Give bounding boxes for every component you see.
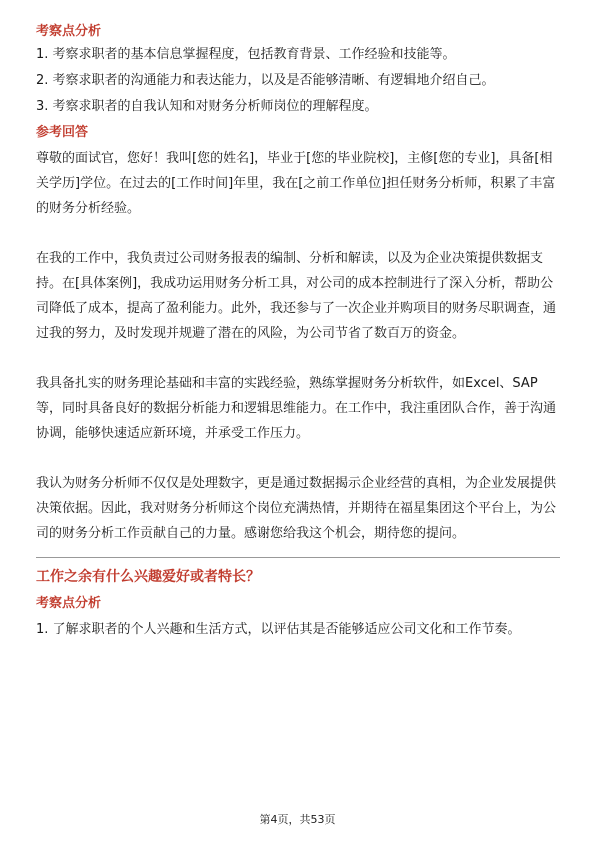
answer-paragraph-3: 我具备扎实的财务理论基础和丰富的实践经验，熟练掌握财务分析软件，如Excel、SAP等，同时具备良好的数据分析能力和逻辑思维能力。在工作中，我注重团队合作，善于沟通协调，能够快速适应新环境，并承受工作压力。	[36, 376, 557, 441]
paragraph-gap	[36, 446, 560, 471]
paragraph-gap	[36, 346, 560, 371]
answer-paragraph-2: 在我的工作中，我负责过公司财务报表的编制、分析和解读，以及为企业决策提供数据支持。在[具体案例]，我成功运用财务分析工具，对公司的成本控制进行了深入分析，帮助公司降低了成本，提高了盈利能力。此外，我还参与了一次企业并购项目的财务尽职调查，通过我的努力，及时发现并规避了潜在的风险，为公司节省了数百万的资金。	[36, 251, 557, 341]
page-content	[36, 22, 560, 642]
answer-heading: 参考回答	[36, 125, 89, 140]
question2-analysis-heading: 考察点分析	[36, 596, 102, 611]
page-number: 第4页，共53页	[259, 813, 336, 826]
question-heading: 工作之余有什么兴趣爱好或者特长？	[36, 569, 260, 585]
analysis-heading: 考察点分析	[36, 24, 102, 39]
question2-analysis-item-1: 1. 了解求职者的个人兴趣和生活方式，以评估其是否能够适应公司文化和工作节奏。	[36, 622, 521, 637]
answer-paragraph-1: 尊敬的面试官，您好！我叫[您的姓名]，毕业于[您的毕业院校]，主修[您的专业]，具备[相关学历]学位。在过去的[工作时间]年里，我在[之前工作单位]担任财务分析师，积累了丰富的财务分析经验。	[36, 151, 556, 216]
analysis-item-1: 1. 考察求职者的基本信息掌握程度，包括教育背景、工作经验和技能等。	[36, 47, 456, 62]
answer-paragraph-4: 我认为财务分析师不仅仅是处理数字，更是通过数据揭示企业经营的真相，为企业发展提供决策依据。因此，我对财务分析师这个岗位充满热情，并期待在福星集团这个平台上，为公司的财务分析工作贡献自己的力量。感谢您给我这个机会，期待您的提问。	[36, 476, 557, 541]
analysis-item-2: 2. 考察求职者的沟通能力和表达能力，以及是否能够清晰、有逻辑地介绍自己。	[36, 73, 495, 88]
paragraph-gap	[36, 221, 560, 246]
analysis-item-3: 3. 考察求职者的自我认知和对财务分析师岗位的理解程度。	[36, 99, 378, 114]
section-divider	[36, 557, 560, 558]
